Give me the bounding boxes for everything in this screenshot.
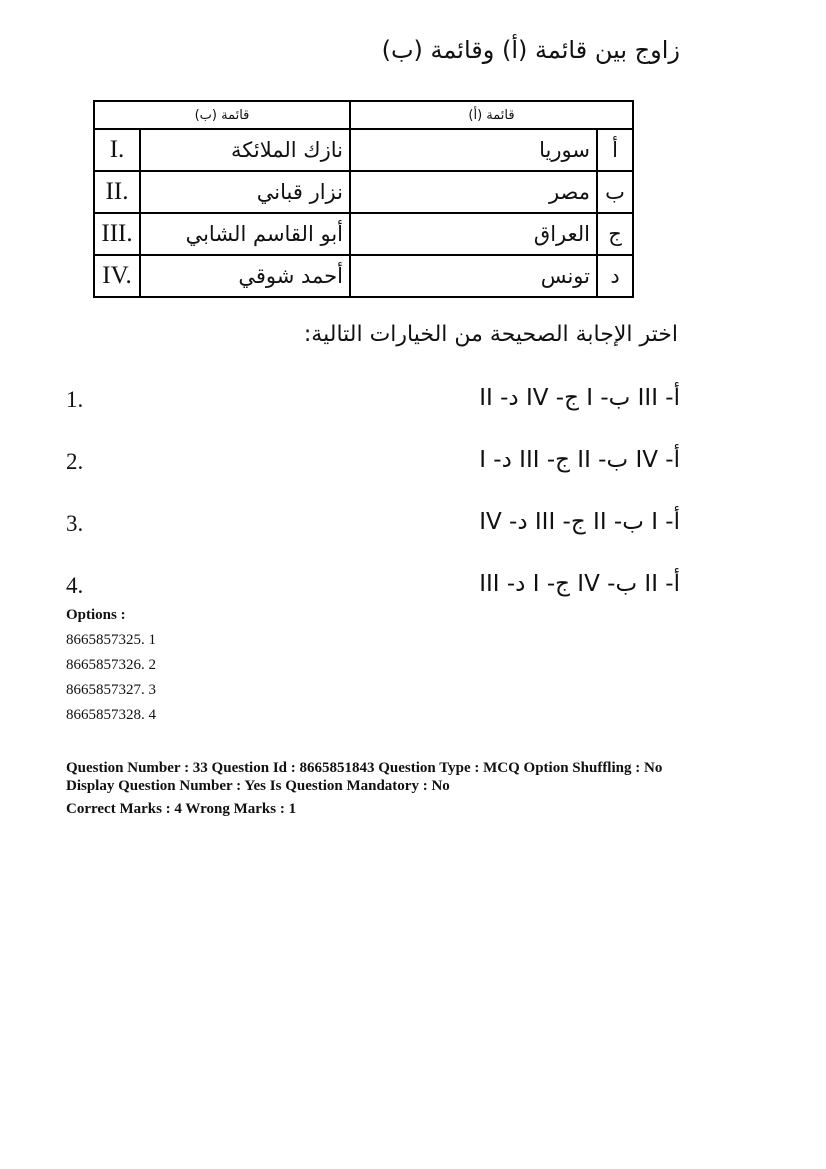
header-list-b: قائمة (ب)	[94, 101, 350, 129]
row-letter: ب	[597, 171, 633, 213]
table-row	[94, 213, 633, 255]
poet-name: نزار قباني	[140, 171, 350, 213]
option-id: 8665857327. 3	[66, 682, 156, 698]
country-name: العراق	[350, 213, 597, 255]
poet-name: أحمد شوقي	[140, 255, 350, 297]
question-meta-line: Display Question Number : Yes Is Question Mandatory : No	[66, 778, 450, 794]
roman-numeral: I.	[94, 129, 140, 171]
choice-text: أ- I ب- II ج- III د- IV	[479, 509, 680, 535]
options-heading: Options :	[66, 607, 126, 623]
header-list-a: قائمة (أ)	[350, 101, 633, 129]
choice-text: أ- IV ب- II ج- III د- I	[479, 447, 680, 473]
table-row	[94, 171, 633, 213]
table-row	[94, 129, 633, 171]
choice-text: أ- III ب- I ج- IV د- II	[479, 385, 680, 411]
choice-text: أ- II ب- IV ج- I د- III	[479, 571, 680, 597]
matching-table	[93, 100, 634, 298]
answer-choice-3[interactable]	[0, 507, 826, 547]
country-name: تونس	[350, 255, 597, 297]
country-name: سوريا	[350, 129, 597, 171]
option-id: 8665857328. 4	[66, 707, 156, 723]
question-instruction: زاوج بين قائمة (أ) وقائمة (ب)	[381, 36, 680, 64]
row-letter: أ	[597, 129, 633, 171]
poet-name: نازك الملائكة	[140, 129, 350, 171]
answer-choice-1[interactable]	[0, 383, 826, 423]
answer-choice-2[interactable]	[0, 445, 826, 485]
roman-numeral: III.	[94, 213, 140, 255]
table-header-row	[94, 101, 633, 129]
answer-choice-4[interactable]	[0, 569, 826, 609]
row-letter: ج	[597, 213, 633, 255]
poet-name: أبو القاسم الشابي	[140, 213, 350, 255]
roman-numeral: IV.	[94, 255, 140, 297]
choice-number: 2.	[66, 449, 84, 474]
option-id: 8665857325. 1	[66, 632, 156, 648]
choice-prompt: اختر الإجابة الصحيحة من الخيارات التالية:	[303, 322, 678, 347]
question-meta-line: Question Number : 33 Question Id : 8665851843 Question Type : MCQ Option Shuffling : No	[66, 760, 663, 776]
country-name: مصر	[350, 171, 597, 213]
roman-numeral: II.	[94, 171, 140, 213]
option-id: 8665857326. 2	[66, 657, 156, 673]
marks-line: Correct Marks : 4 Wrong Marks : 1	[66, 801, 297, 817]
choice-number: 3.	[66, 511, 84, 536]
choice-number: 1.	[66, 387, 84, 412]
choice-number: 4.	[66, 573, 84, 598]
row-letter: د	[597, 255, 633, 297]
table-row	[94, 255, 633, 297]
